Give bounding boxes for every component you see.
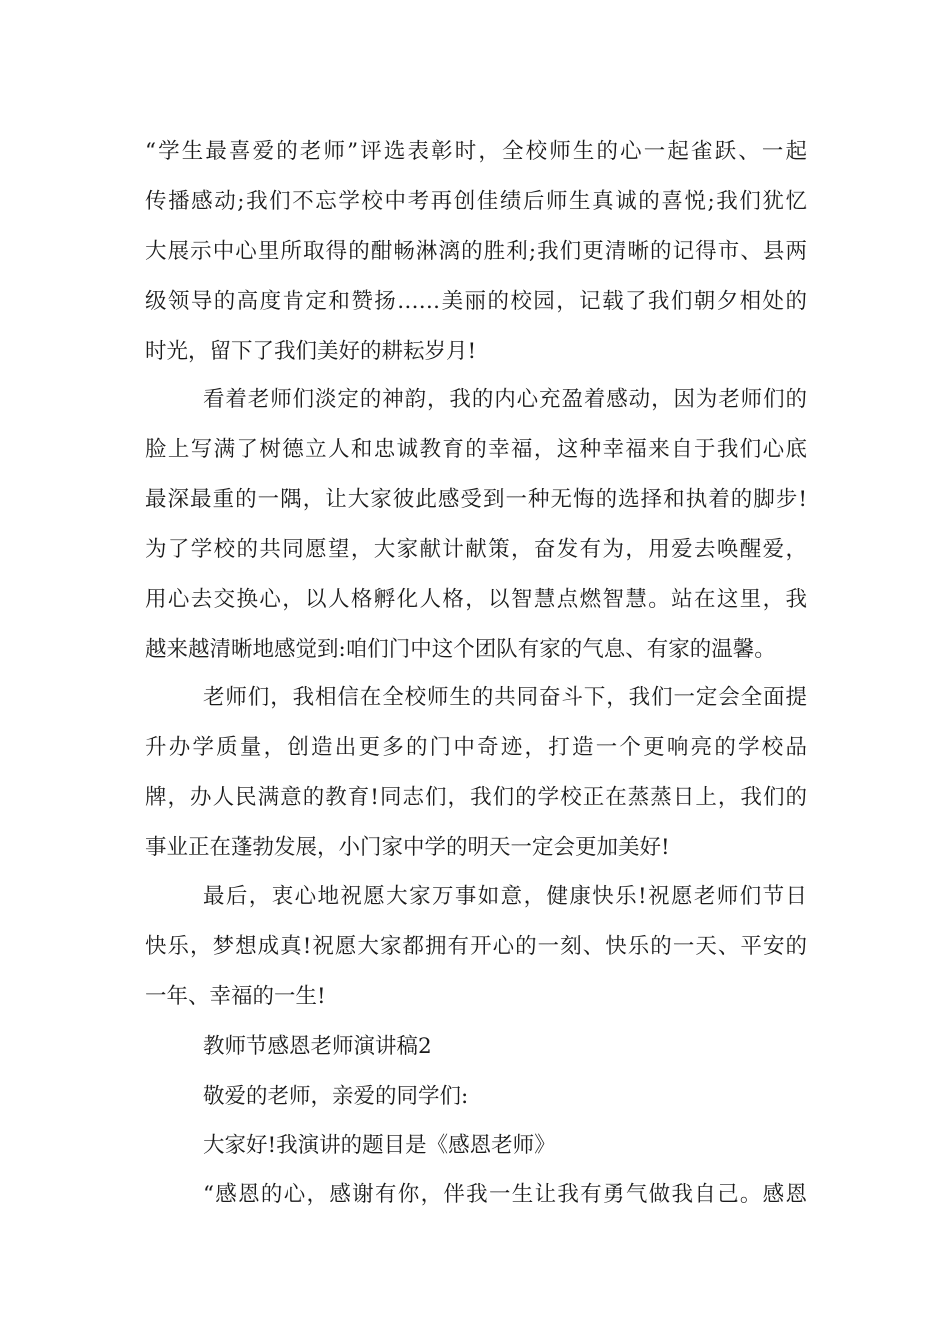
greeting — [145, 1121, 807, 1171]
text-line: “学生最喜爱的老师”评选表彰时，全校师生的心一起雀跃、一起 — [145, 139, 807, 164]
paragraph-2 — [145, 375, 807, 675]
text-line: 时光，留下了我们美好的耕耘岁月! — [145, 339, 477, 364]
text-line: 用心去交换心，以人格孵化人格，以智慧点燃智慧。站在这里，我 — [145, 587, 807, 612]
paragraph-1 — [145, 127, 807, 377]
text-line: 教师节感恩老师演讲稿2 — [203, 1034, 432, 1059]
section-title — [145, 1022, 807, 1072]
text-line: 为了学校的共同愿望，大家献计献策，奋发有为，用爱去唤醒爱， — [145, 537, 807, 562]
text-line: 越来越清晰地感觉到:咱们门中这个团队有家的气息、有家的温馨。 — [145, 637, 776, 662]
text-line: 传播感动;我们不忘学校中考再创佳绩后师生真诚的喜悦;我们犹忆 — [145, 189, 807, 214]
text-line: 最后，衷心地祝愿大家万事如意，健康快乐!祝愿老师们节日 — [203, 884, 807, 909]
text-line: 快乐，梦想成真!祝愿大家都拥有开心的一刻、快乐的一天、平安的 — [145, 934, 807, 959]
text-line: 级领导的高度肯定和赞扬……美丽的校园，记载了我们朝夕相处的 — [145, 289, 807, 314]
text-line: 脸上写满了树德立人和忠诚教育的幸福，这种幸福来自于我们心底 — [145, 437, 807, 462]
text-line: 看着老师们淡定的神韵，我的内心充盈着感动，因为老师们的 — [203, 387, 807, 412]
paragraph-quote — [145, 1170, 807, 1220]
text-line: 最深最重的一隅，让大家彼此感受到一种无悔的选择和执着的脚步! — [145, 487, 807, 512]
paragraph-3 — [145, 673, 807, 873]
text-line: 一年、幸福的一生! — [145, 984, 326, 1009]
paragraph-4 — [145, 872, 807, 1022]
salutation — [145, 1072, 807, 1122]
text-line: 大家好!我演讲的题目是《感恩老师》 — [203, 1133, 556, 1158]
text-line: 牌，办人民满意的教育!同志们，我们的学校正在蒸蒸日上，我们的 — [145, 785, 807, 810]
text-line: 事业正在蓬勃发展，小门家中学的明天一定会更加美好! — [145, 835, 670, 860]
text-line: 升办学质量，创造出更多的门中奇迹，打造一个更响亮的学校品 — [145, 735, 807, 760]
text-line: 敬爱的老师，亲爱的同学们: — [203, 1084, 469, 1109]
text-line: 大展示中心里所取得的酣畅淋漓的胜利;我们更清晰的记得市、县两 — [145, 239, 807, 264]
text-line: 老师们，我相信在全校师生的共同奋斗下，我们一定会全面提 — [203, 685, 807, 710]
text-line: “感恩的心，感谢有你，伴我一生让我有勇气做我自己。感恩 — [203, 1182, 807, 1207]
